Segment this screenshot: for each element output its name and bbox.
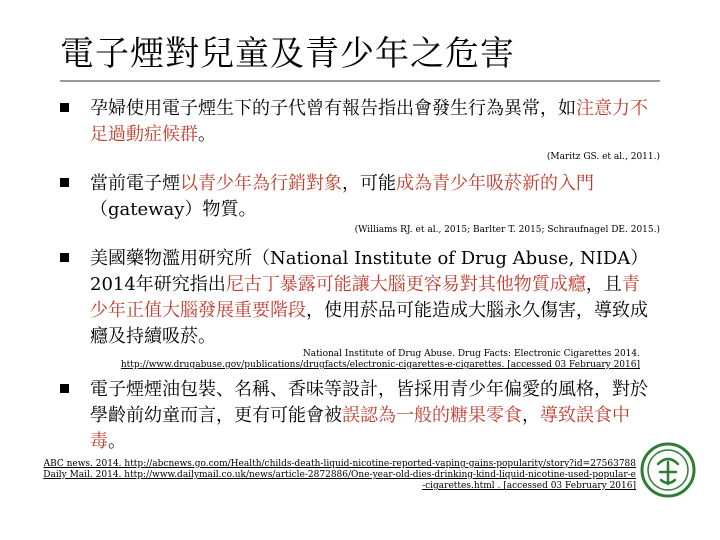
item-3-text (90, 246, 650, 350)
item-3-segment: ，且 (585, 274, 622, 295)
citation-line: (Williams RJ. et al., 2015; Barlter T. 2015; Schraufnagel DE. 2015.) (354, 225, 660, 235)
citation-link[interactable]: http://www.drugabuse.gov/publications/drugfacts/electronic-cigarettes-e-cigarettes. [accessed 03 February 2016] (120, 360, 640, 370)
item-4-highlight: 誤認為一般的糖果零食 (342, 405, 522, 426)
item-2-segment: 當前電子煙 (90, 173, 180, 194)
bullet-icon (60, 178, 69, 187)
bullet-icon (60, 384, 69, 393)
citation-link[interactable]: ABC news. 2014. http://abcnews.go.com/Health/childs-death-liquid-nicotine-reported-vaping-gains-popularity/story?id=27563788 (43, 459, 636, 469)
item-4-segment: ， (522, 405, 540, 426)
item-3-highlight: 青少年正值大腦發展重要階段 (90, 274, 640, 321)
organization-logo-icon (640, 442, 696, 498)
citation-line: National Institute of Drug Abuse. Drug Facts: Electronic Cigarettes 2014. (302, 349, 640, 359)
item-2-highlight: 成為青少年吸菸新的入門 (396, 173, 594, 194)
item-2-segment: （gateway）物質。 (90, 199, 257, 220)
item-2-text (90, 171, 650, 223)
bullet-icon (60, 253, 69, 262)
item-1-text (90, 96, 650, 148)
item-1-segment: 孕婦使用電子煙生下的子代曾有報告指出會發生行為異常，如 (90, 98, 576, 119)
slide-title: 電子煙對兒童及青少年之危害 (60, 34, 515, 74)
item-3-citation (121, 349, 640, 371)
citation-line: (Maritz GS. et al., 2011.) (546, 152, 660, 162)
item-2-citation (355, 225, 660, 236)
item-4-text (90, 377, 650, 455)
title-divider (60, 80, 660, 82)
item-3-segment: 美國藥物濫用研究所（National Institute of Drug Abuse, NIDA）2014年研究指出 (90, 248, 649, 295)
item-1-segment: 。 (198, 124, 216, 145)
item-2-highlight: 以青少年為行銷對象 (180, 173, 342, 194)
citation-link[interactable]: Daily Mail. 2014. http://www.dailymail.co.uk/news/article-2872886/One-year-old-dies-drinking-kind-liquid-nicotine-used-popular-e (43, 470, 636, 480)
item-4-citation (43, 459, 636, 492)
item-4-segment: 電子煙煙油包裝、名稱、香味等設計，皆採用青少年偏愛的風格，對於學齡前幼童而言，更有可能會被 (90, 379, 648, 426)
item-3-highlight: 尼古丁暴露可能讓大腦更容易對其他物質成癮 (225, 274, 586, 295)
item-4-highlight: 導致誤食中毒 (90, 405, 630, 452)
bullet-icon (60, 103, 69, 112)
item-1-citation (547, 152, 660, 163)
item-3-segment: ，使用菸品可能造成大腦永久傷害，導致成癮及持續吸菸。 (90, 300, 648, 347)
item-1-highlight: 注意力不足過動症候群 (90, 98, 648, 145)
citation-link[interactable]: -cigarettes.html . [accessed 03 February 2016] (422, 481, 636, 491)
item-4-segment: 。 (108, 431, 126, 452)
item-2-segment: ，可能 (342, 173, 396, 194)
